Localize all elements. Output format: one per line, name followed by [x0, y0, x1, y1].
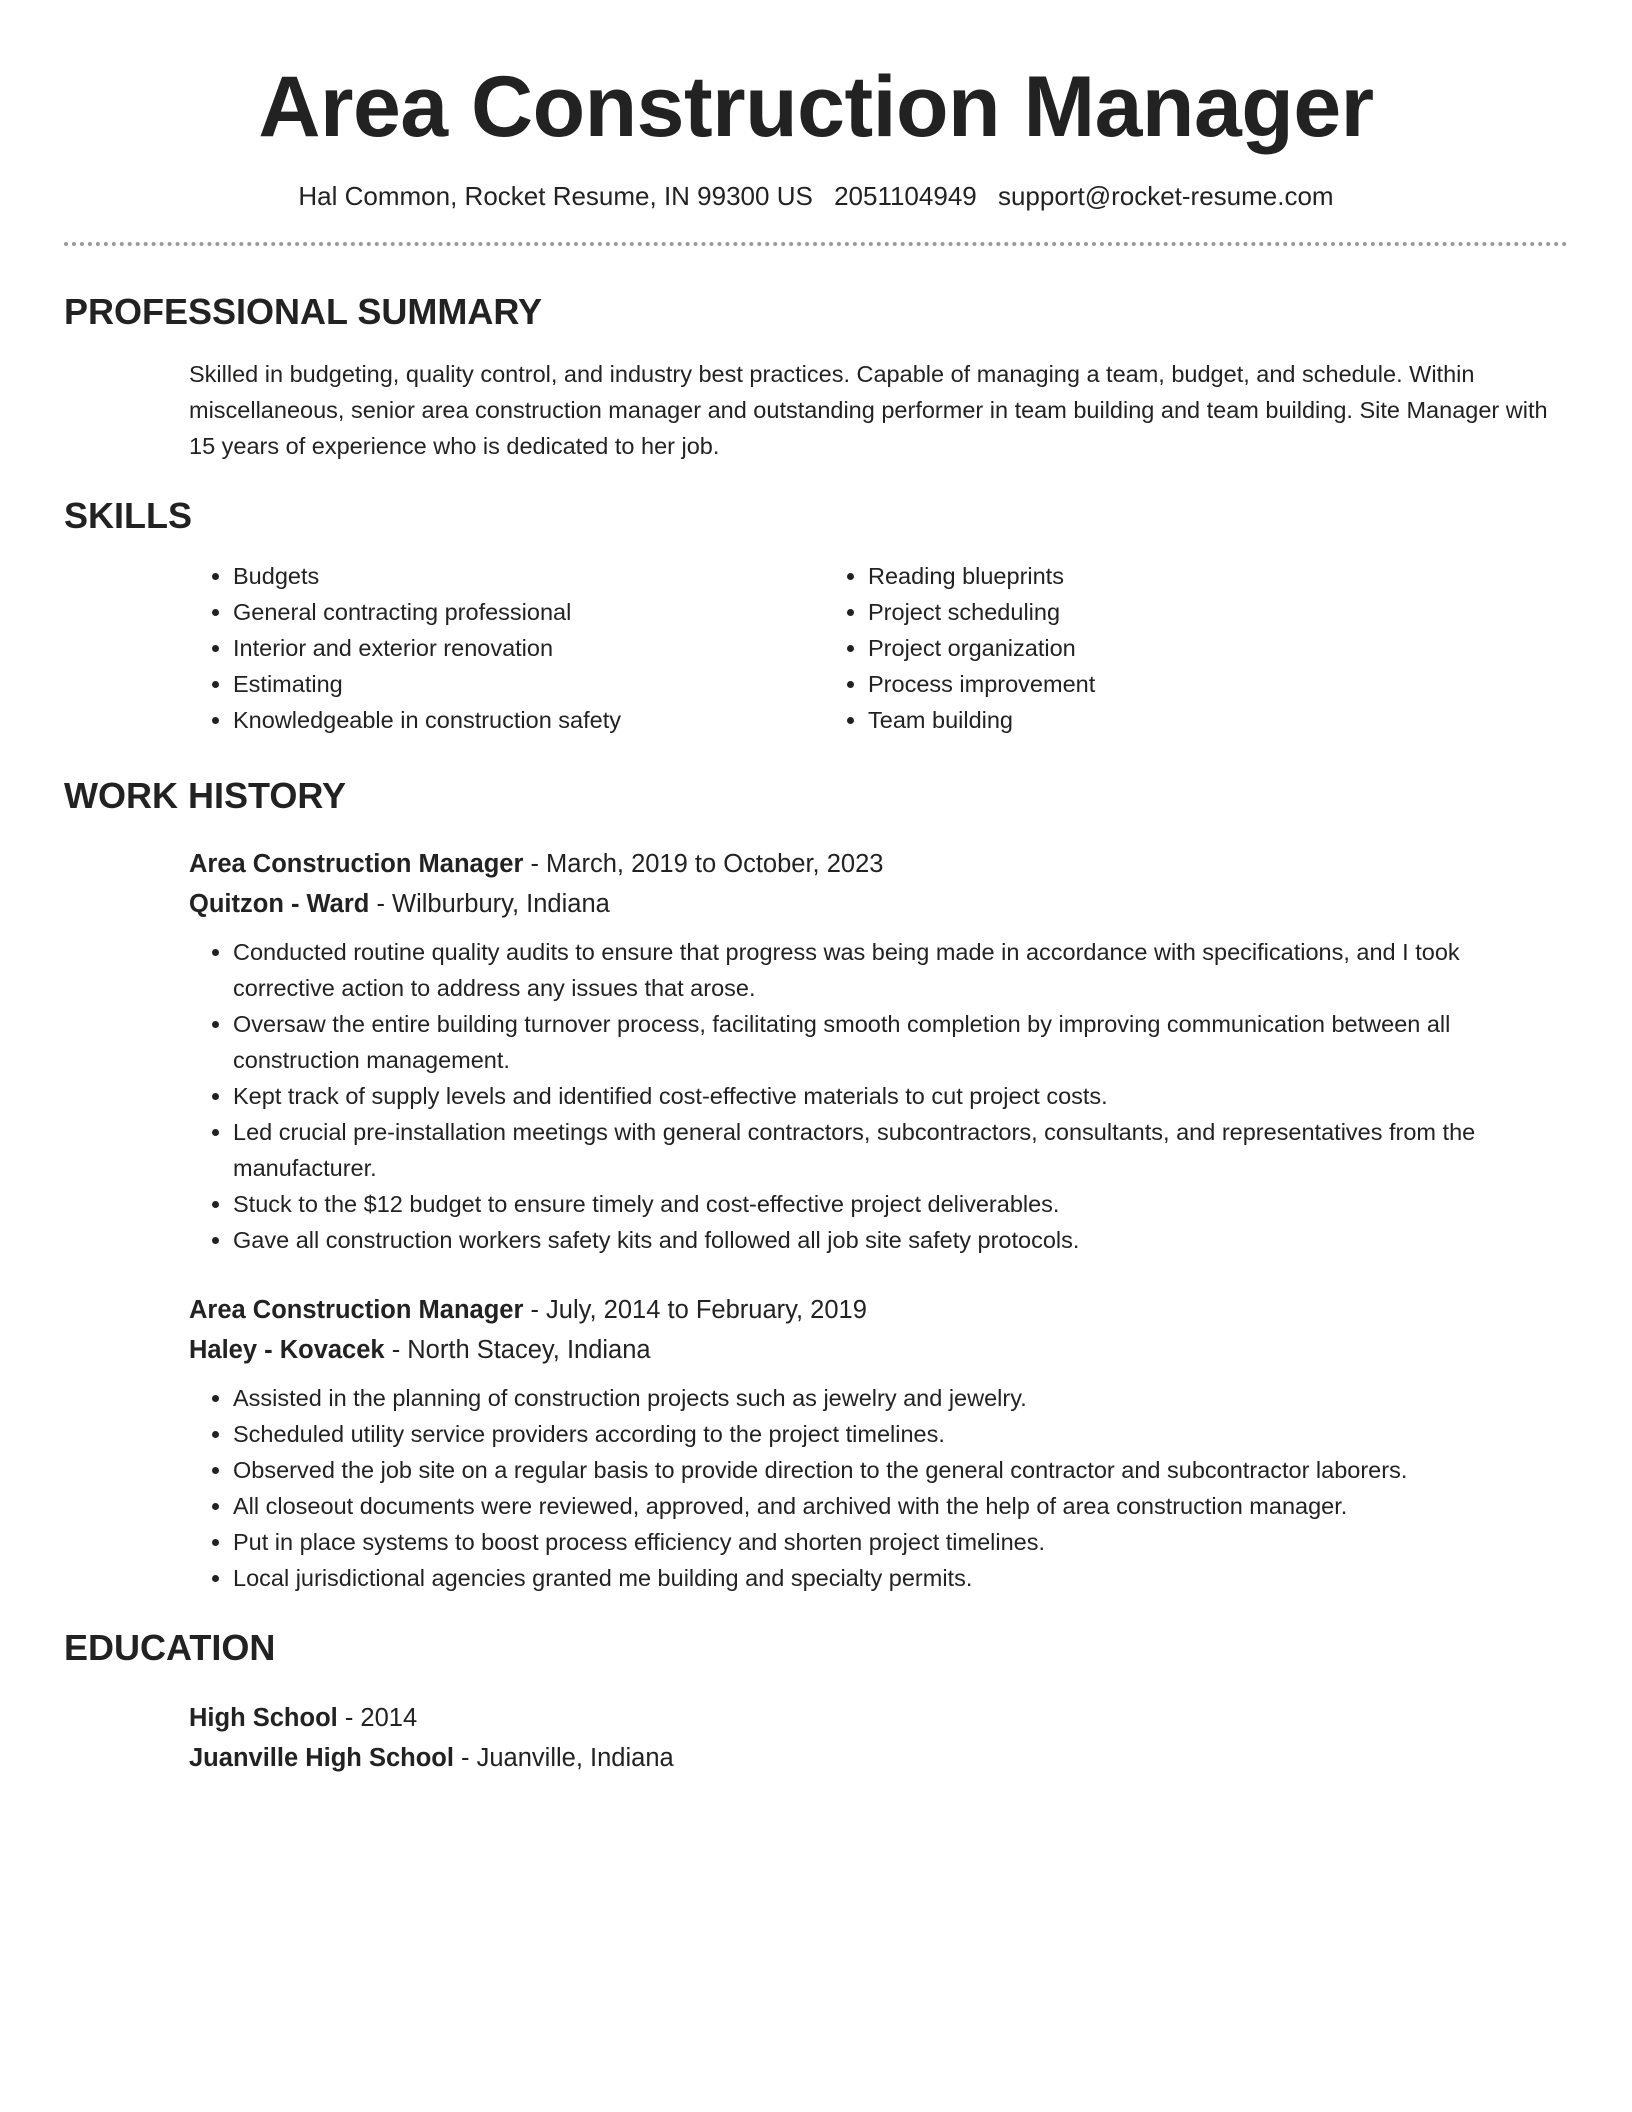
job-bullet: • All closeout documents were reviewed, approved, and archived with the help of area construction manager. [233, 1488, 1568, 1524]
summary-text: Skilled in budgeting, quality control, and industry best practices. Capable of managing a team, budget, and schedule. Within miscellaneous, senior area construction manager and outstanding performer in team building and team building. Site Manager with 15 years of experience who is dedicated to her job. [189, 361, 1548, 459]
job-entry [189, 844, 1568, 1258]
education-school-line [189, 1738, 1568, 1778]
job-company-line [189, 884, 1568, 924]
job-bullet: • Assisted in the planning of construction projects such as jewelry and jewelry. [233, 1380, 1568, 1416]
job-location: - Wilburbury, Indiana [369, 890, 610, 918]
skill-item: • Team building [868, 702, 1459, 738]
job-location: - North Stacey, Indiana [384, 1336, 651, 1364]
resume-page [64, 0, 1568, 1778]
education-school: Juanville High School [189, 1744, 454, 1772]
skill-item: • Project organization [868, 630, 1459, 666]
skill-item: • General contracting professional [233, 594, 824, 630]
summary-heading: PROFESSIONAL SUMMARY [64, 291, 543, 332]
resume-title: Area Construction Manager [258, 59, 1374, 155]
job-bullet: • Put in place systems to boost process efficiency and shorten project timelines. [233, 1524, 1568, 1560]
job-bullet: • Stuck to the $12 budget to ensure timely and cost-effective project deliverables. [233, 1186, 1568, 1222]
skills-list [189, 558, 1568, 738]
job-bullet: • Led crucial pre-installation meetings with general contractors, subcontractors, consultants, and representatives from the manufacturer. [233, 1114, 1568, 1186]
contact-address: Hal Common, Rocket Resume, IN 99300 US [298, 181, 813, 211]
job-bullet: • Oversaw the entire building turnover process, facilitating smooth completion by improving communication between all construction management. [233, 1006, 1568, 1078]
skill-item: • Process improvement [868, 666, 1459, 702]
skill-item: • Budgets [233, 558, 824, 594]
job-bullet: • Gave all construction workers safety kits and followed all job site safety protocols. [233, 1222, 1568, 1258]
skills-heading: SKILLS [64, 495, 193, 536]
job-bullets [189, 934, 1568, 1258]
job-bullet: • Local jurisdictional agencies granted me building and specialty permits. [233, 1560, 1568, 1596]
education-degree: High School [189, 1704, 338, 1732]
job-bullets [189, 1380, 1568, 1596]
education-heading: EDUCATION [64, 1627, 276, 1668]
job-title: Area Construction Manager [189, 1296, 524, 1324]
contact-email: support@rocket-resume.com [997, 181, 1334, 211]
job-title-line [189, 1290, 1568, 1330]
contact-phone: 2051104949 [834, 181, 977, 211]
skills-column-right [824, 558, 1459, 738]
job-entry [189, 1290, 1568, 1596]
contact-line [64, 178, 1568, 214]
education-degree-line [189, 1698, 1568, 1738]
job-title: Area Construction Manager [189, 850, 524, 878]
job-company: Haley - Kovacek [189, 1336, 385, 1364]
education-year: - 2014 [337, 1704, 418, 1732]
job-dates: - July, 2014 to February, 2019 [523, 1296, 867, 1324]
work-history-heading: WORK HISTORY [64, 775, 347, 816]
job-bullet: • Observed the job site on a regular basis to provide direction to the general contractor and subcontractor laborers. [233, 1452, 1568, 1488]
skill-item: • Estimating [233, 666, 824, 702]
skills-column-left [189, 558, 824, 738]
job-company: Quitzon - Ward [189, 890, 370, 918]
job-bullet: • Kept track of supply levels and identified cost-effective materials to cut project costs. [233, 1078, 1568, 1114]
job-company-line [189, 1330, 1568, 1370]
skill-item: • Reading blueprints [868, 558, 1459, 594]
skill-item: • Knowledgeable in construction safety [233, 702, 824, 738]
job-bullet: • Scheduled utility service providers according to the project timelines. [233, 1416, 1568, 1452]
skill-item: • Interior and exterior renovation [233, 630, 824, 666]
skill-item: • Project scheduling [868, 594, 1459, 630]
job-dates: - March, 2019 to October, 2023 [523, 850, 884, 878]
job-bullet: • Conducted routine quality audits to ensure that progress was being made in accordance with specifications, and I took corrective action to address any issues that arose. [233, 934, 1568, 1006]
job-title-line [189, 844, 1568, 884]
header-divider [64, 242, 1568, 246]
education-location: - Juanville, Indiana [453, 1744, 674, 1772]
education-entry [189, 1698, 1568, 1778]
